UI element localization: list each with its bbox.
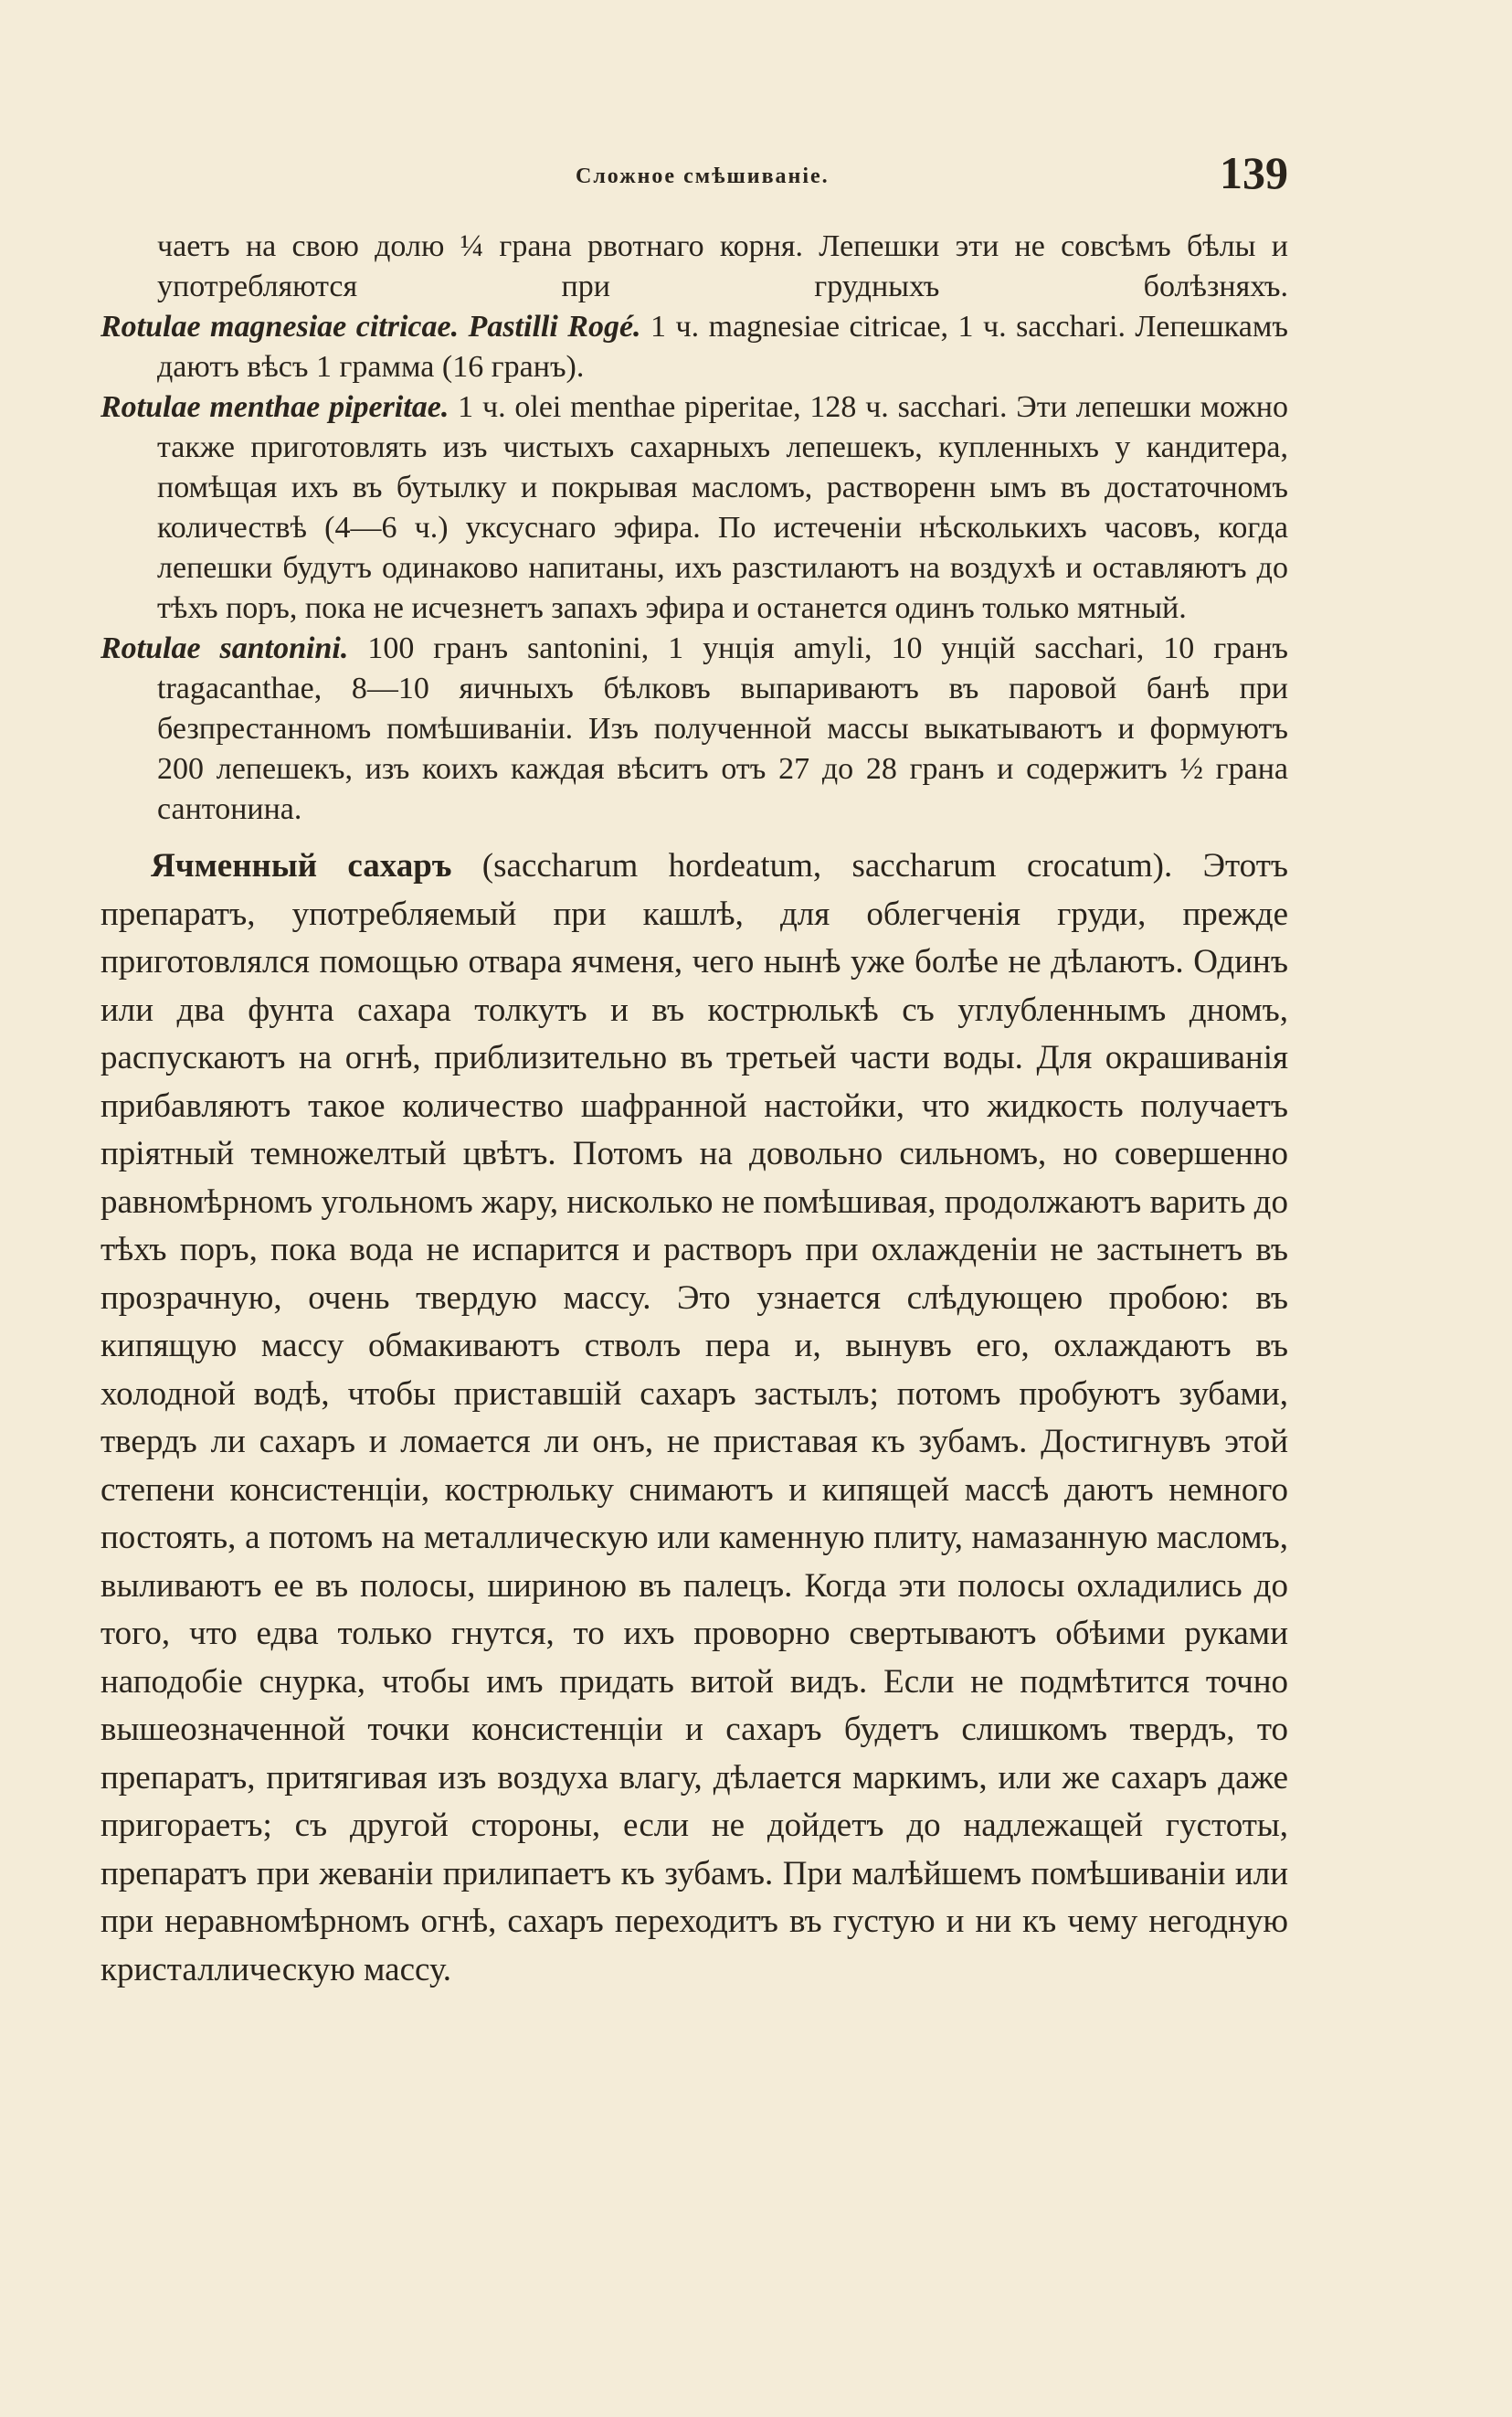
page-header <box>100 146 1288 210</box>
continuation-paragraph: чаетъ на свою долю ¼ грана рвотнаго корня. Лепешки эти не совсѣмъ бѣлы и употребляются при грудныхъ болѣзняхъ. <box>157 229 1288 303</box>
entry-text: 1 ч. olei menthae piperitae, 128 ч. sacchari. Эти лепешки можно также приготовлять изъ чистыхъ сахарныхъ лепешекъ, купленныхъ у кандитера, помѣщая ихъ въ бутылку и покрывая масломъ, растворенн ымъ въ достаточномъ количествѣ (4—6 ч.) уксуснаго эфира. По истеченіи нѣсколькихъ часовъ, когда лепешки будутъ одинаково напитаны, ихъ разстилаютъ на воздухѣ и оставляютъ до тѣхъ поръ, пока не исчезнетъ запахъ эфира и останется одинъ только мятный. <box>157 390 1288 625</box>
entry-text: 1 ч. magnesiae citricae, 1 ч. sacchari. Лепешкамъ даютъ вѣсъ 1 грамма (16 гранъ). <box>157 310 1288 384</box>
entry-title: Rotulae menthae piperitae. <box>100 390 449 424</box>
main-paragraph <box>100 843 1288 1994</box>
recipe-entry <box>100 387 1288 629</box>
entry-title: Rotulae santonini. <box>100 631 349 665</box>
entry-paragraph <box>100 387 1288 629</box>
section-lead-term: Ячменный сахаръ <box>151 847 452 885</box>
entry-text: 100 гранъ santonini, 1 унція amyli, 10 унцій sacchari, 10 гранъ tragacanthae, 8—10 яичныхъ бѣлковъ выпариваютъ въ паровой банѣ при безпрестанномъ помѣшиваніи. Изъ полученной массы выкатываютъ и формуютъ 200 лепешекъ, изъ коихъ каждая вѣситъ отъ 27 до 28 гранъ и содержитъ ½ грана сантонина. <box>157 631 1289 826</box>
text-block <box>100 227 1288 2028</box>
recipe-entry <box>100 307 1288 387</box>
running-title: Сложное смѣшиваніе. <box>576 164 830 188</box>
main-paragraph-text: (saccharum hordeatum, saccharum crocatum). Этотъ препаратъ, употребляемый при кашлѣ, для облегченія груди, прежде приготовлялся помощью отвара ячменя, чего нынѣ уже болѣе не дѣлаютъ. Одинъ или два фунта сахара толкутъ и въ кострюлькѣ съ углубленнымъ дномъ, распускаютъ на огнѣ, приблизительно въ третьей части воды. Для окрашиванія прибавляютъ такое количество шафранной настойки, что жидкость получаетъ пріятный темножелтый цвѣтъ. Потомъ на довольно сильномъ, но совершенно равномѣрномъ угольномъ жару, нисколько не помѣшивая, продолжаютъ варить до тѣхъ поръ, пока вода не испарится и растворъ при охлажденіи не застынетъ въ прозрачную, очень твердую массу. Это узнается слѣдующею пробою: въ кипящую массу обмакиваютъ стволъ пера и, вынувъ его, охлаждаютъ въ холодной водѣ, чтобы приставшій сахаръ застылъ; потомъ пробуютъ зубами, твердъ ли сахаръ и ломается ли онъ, не приставая къ зубамъ. Достигнувъ этой степени консистенціи, кострюльку снимаютъ и кипящей массѣ даютъ немного постоять, а потомъ на металлическую или каменную плиту, намазанную масломъ, выливаютъ ее въ полосы, шириною въ палецъ. Когда эти полосы охладились до того, что едва только гнутся, то ихъ проворно свертываютъ обѣими руками наподобіе снурка, чтобы имъ придать витой видъ. Если не подмѣтится точно вышеозначенной точки консистенціи и сахаръ будетъ слишкомъ твердъ, то препаратъ, притягивая изъ воздуха влагу, дѣлается маркимъ, или же сахаръ даже пригораетъ; съ другой стороны, если не дойдетъ до надлежащей густоты, препаратъ при жеваніи прилипаетъ къ зубамъ. При малѣйшемъ помѣшиваніи или при неравномѣрномъ огнѣ, сахаръ переходитъ въ густую и ни къ чему негодную кристаллическую массу. <box>100 847 1288 1988</box>
entry-paragraph <box>100 307 1288 387</box>
entry-title: Rotulae magnesiae citricae. Pastilli Rogé. <box>100 310 641 344</box>
recipe-entry <box>100 629 1288 830</box>
entry-paragraph <box>100 629 1289 830</box>
page-number: 139 <box>1220 147 1288 198</box>
